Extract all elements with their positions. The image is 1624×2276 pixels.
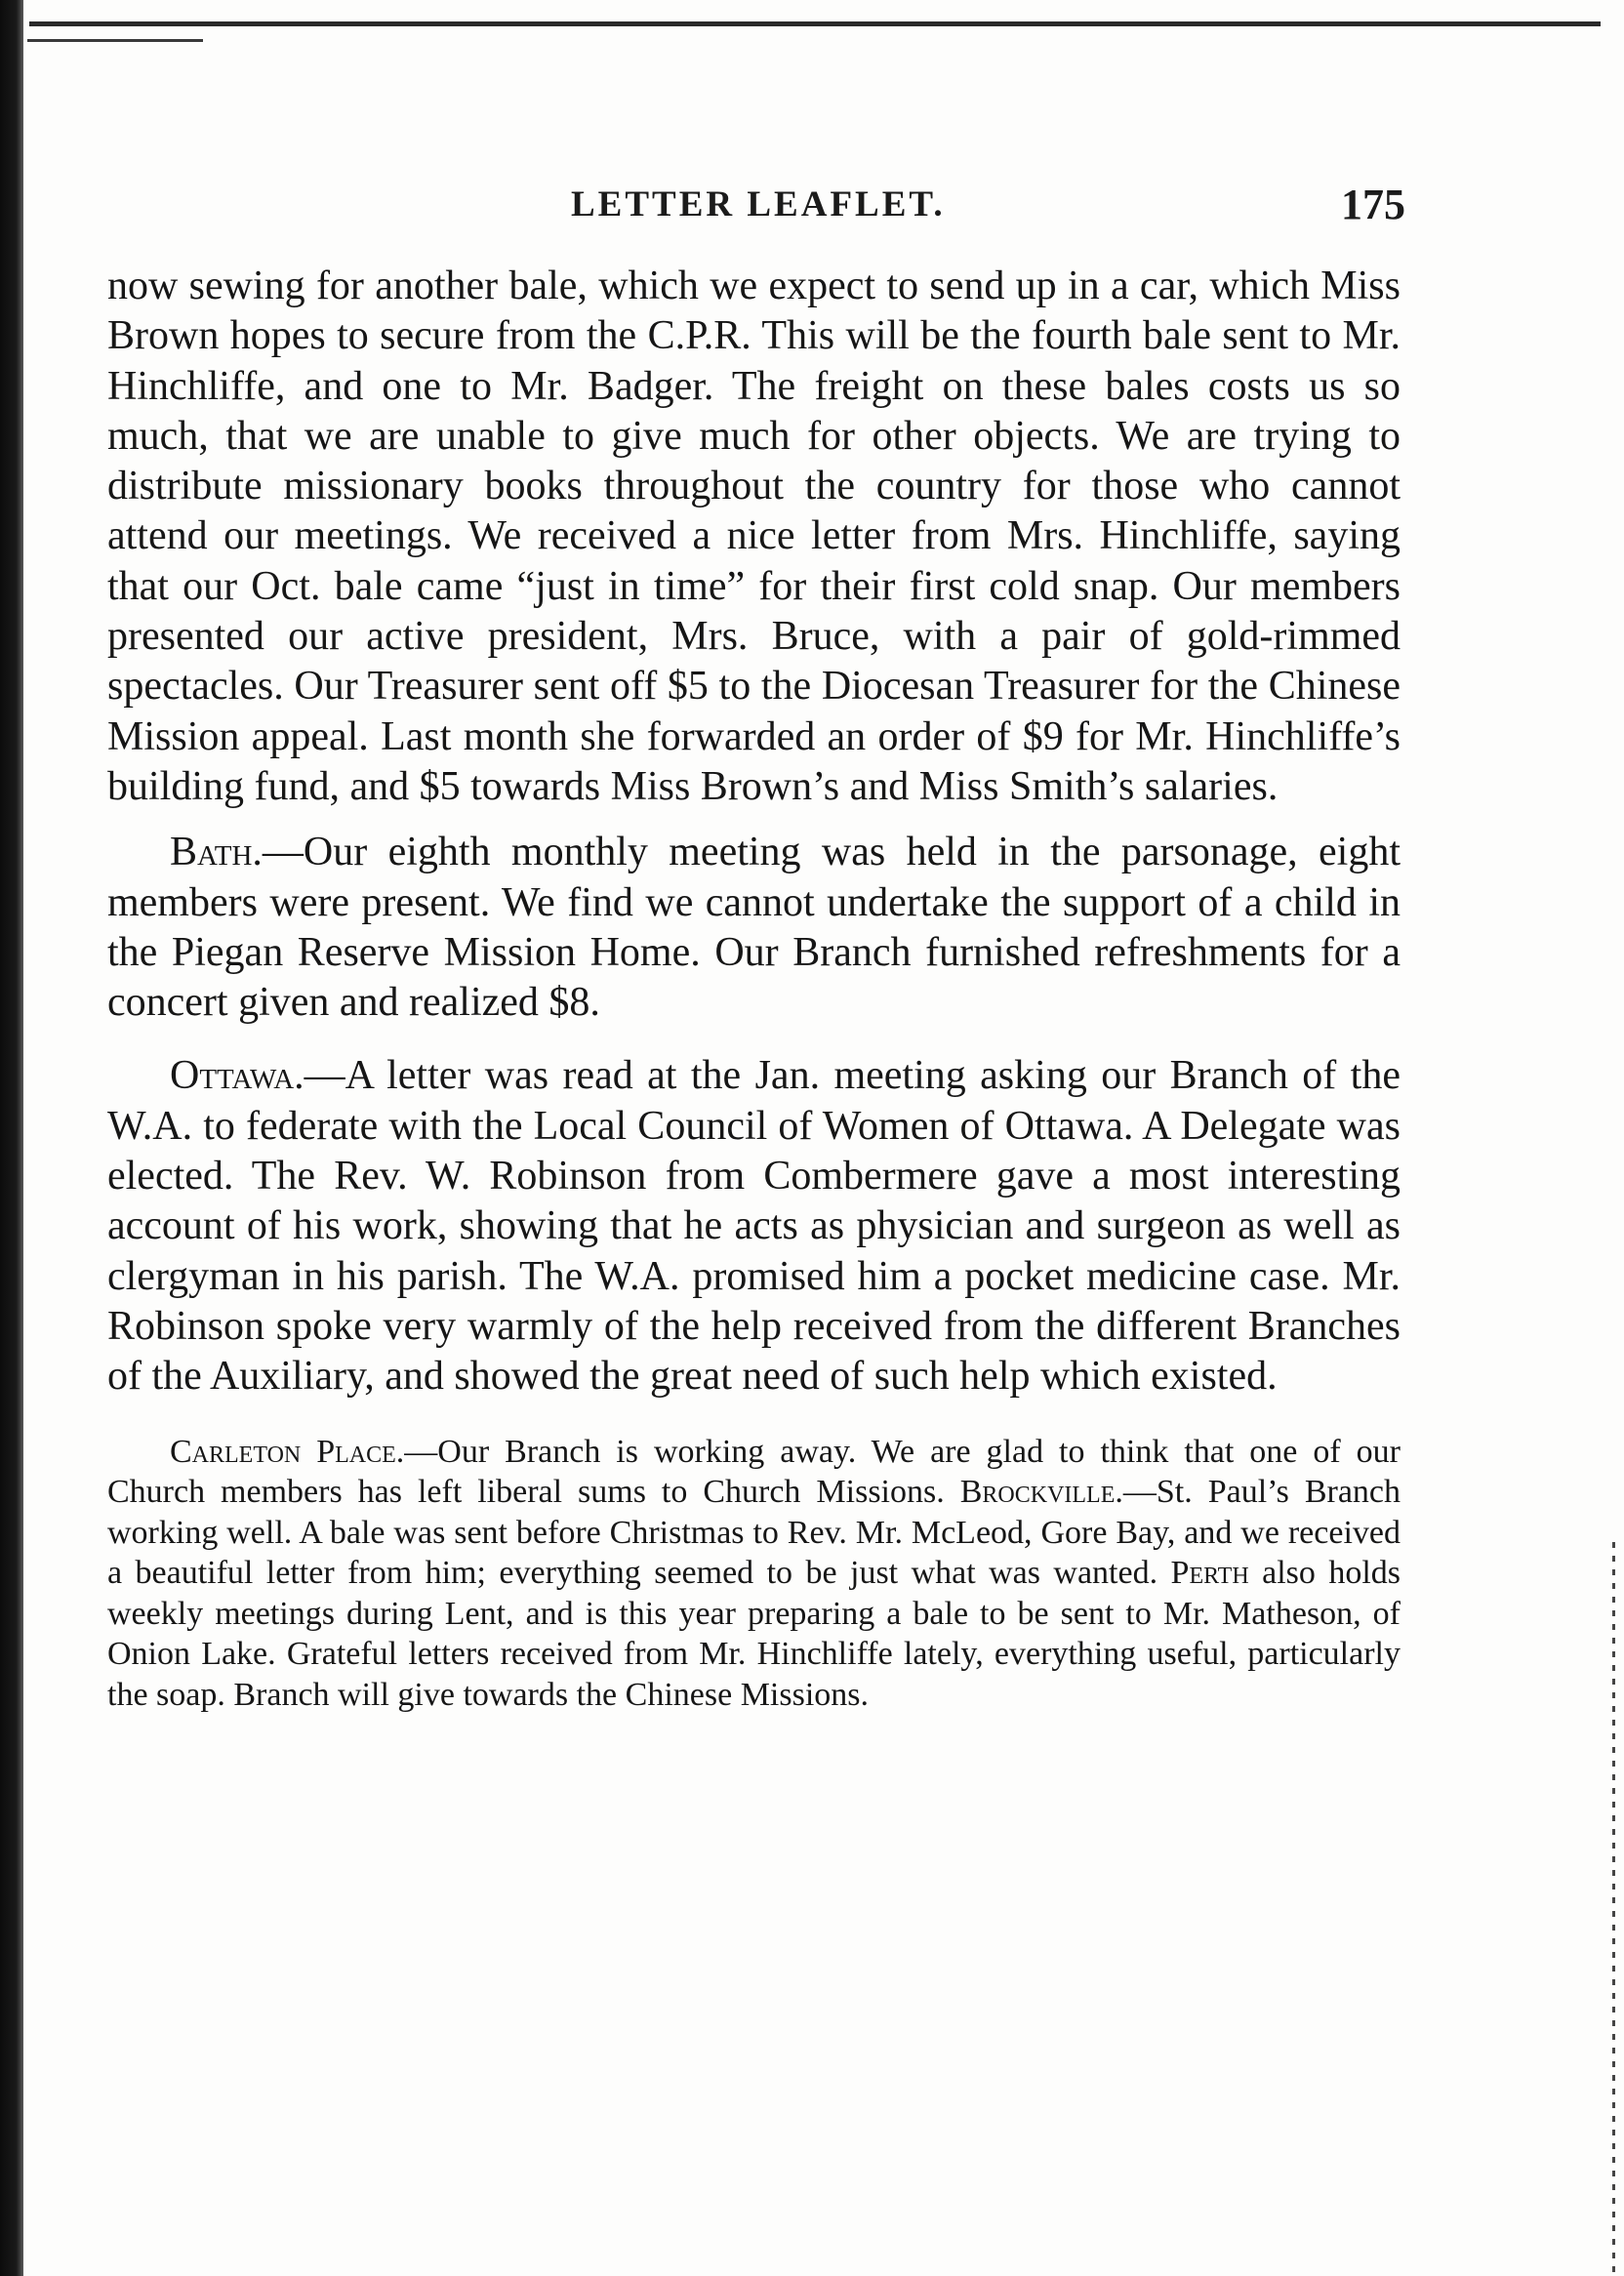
perth-heading: Perth <box>1170 1555 1249 1592</box>
perth-text: also holds weekly meetings during Lent, and is this year preparing a bale to be sent to Mr. Matheson, of Onion Lake. Grateful letters received from Mr. Hinchliffe lately, everything useful, particularly the soap. Branch will give towards the Chinese Missions. <box>107 1555 1401 1713</box>
running-head <box>107 183 1405 242</box>
ottawa-paragraph <box>107 1051 1401 1402</box>
carleton-text: —Our Branch is working away. We are glad to think that one of our Church members has left liberal sums to Church Missions. <box>107 1433 1401 1511</box>
brockville-heading: Brockville. <box>959 1474 1123 1511</box>
ottawa-heading: Ottawa. <box>170 1053 304 1099</box>
bath-paragraph <box>107 828 1401 1028</box>
top-rule-fragment <box>27 39 203 42</box>
running-title: LETTER LEAFLET. <box>571 184 946 224</box>
bath-text: —Our eighth monthly meeting was held in the parsonage, eight members were present. We find we cannot undertake the support of a child in the Piegan Reserve Mission Home. Our Branch furnished refreshments for a concert given and realized $8. <box>107 830 1401 1026</box>
page-number: 175 <box>1341 181 1405 228</box>
binding-edge <box>0 0 23 2276</box>
branch-notes <box>107 1432 1401 1716</box>
body-text <box>107 262 1401 1715</box>
top-rule <box>29 21 1601 26</box>
right-edge-artifact <box>1612 1542 1615 2276</box>
bath-heading: Bath. <box>170 830 263 875</box>
brockville-text: —St. Paul’s Branch working well. A bale was sent before Christmas to Rev. Mr. McLeod, Gore Bay, and we received a beautiful letter from him; everything seemed to be just what was wanted. <box>107 1474 1401 1592</box>
continuation-paragraph: now sewing for another bale, which we expect to send up in a car, which Miss Brown hopes to secure from the C.P.R. This will be the fourth bale sent to Mr. Hinchliffe, and one to Mr. Badger. The freight on these bales costs us so much, that we are unable to give much for other objects. We are trying to distribute missionary books throughout the country for those who cannot attend our meetings. We received a nice letter from Mrs. Hinchliffe, saying that our Oct. bale came “just in time” for their first cold snap. Our members presented our active president, Mrs. Bruce, with a pair of gold-rimmed spectacles. Our Treasurer sent off $5 to the Diocesan Treasurer for the Chinese Mission appeal. Last month she forwarded an order of $9 for Mr. Hinchliffe’s building fund, and $5 towards Miss Brown’s and Miss Smith’s salaries. <box>107 264 1401 809</box>
carleton-heading: Carleton Place. <box>170 1433 405 1470</box>
ottawa-text: —A letter was read at the Jan. meeting asking our Branch of the W.A. to federate with the Local Council of Women of Ottawa. A Delegate was elected. The Rev. W. Robinson from Combermere gave a most interesting account of his work, showing that he acts as physician and surgeon as well as clergyman in his parish. The W.A. promised him a pocket medicine case. Mr. Robinson spoke very warmly of the help received from the different Branches of the Auxiliary, and showed the great need of such help which existed. <box>107 1053 1401 1400</box>
